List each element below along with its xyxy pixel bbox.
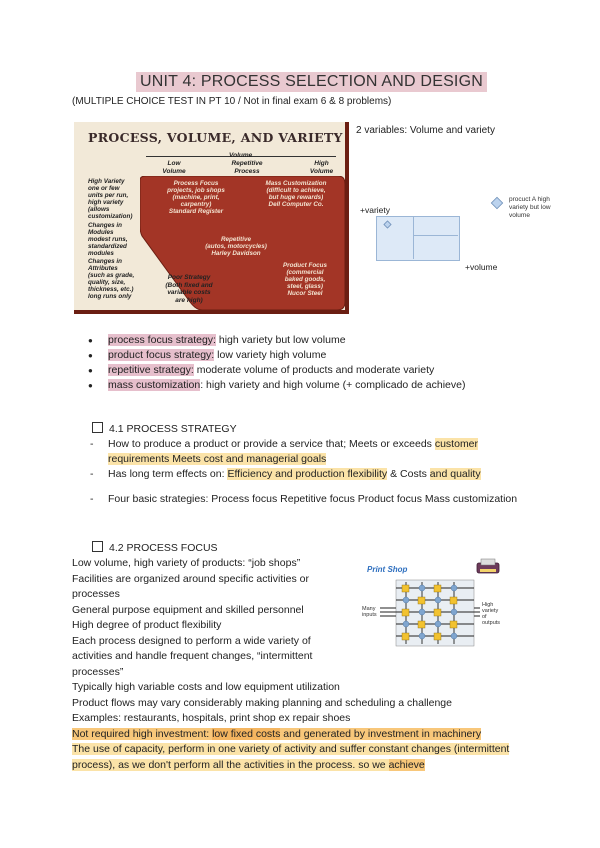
text-line [72, 727, 522, 743]
checkbox[interactable] [92, 422, 103, 433]
text-line: General purpose equipment and skilled personnel [72, 603, 304, 616]
repetitive-label: Repetitive (autos, motorcycles) Harley Davidson [205, 236, 267, 257]
product-focus-label: Product Focus (commercial baked goods, steel, glass) Nucor Steel [282, 262, 328, 297]
col-high-volume: High Volume [309, 160, 334, 175]
text: & Costs [387, 468, 430, 480]
variety-axis-label: +variety [360, 205, 390, 215]
text-line: Each process designed to perform a wide variety of activities and handle frequent changes, “intermittent processes” [72, 634, 313, 678]
outputs-label: High variety of outputs [482, 602, 501, 626]
strategy-term: process focus strategy: [108, 334, 216, 346]
strategy-list [88, 333, 465, 393]
subtitle: (MULTIPLE CHOICE TEST IN PT 10 / Not in final exam 6 & 8 problems) [72, 96, 392, 107]
list-item [88, 348, 465, 363]
pvv-figure [74, 122, 349, 314]
text-highlight: low fixed costs [212, 727, 281, 740]
strategy-term: repetitive strategy: [108, 364, 194, 376]
text-highlight: requirements [108, 453, 170, 465]
list-item [88, 363, 465, 378]
text-highlight: Efficiency and production flexibility [227, 468, 388, 480]
list-item [90, 467, 520, 482]
section-title: 4.2 PROCESS FOCUS [109, 542, 218, 554]
grid-vertical-line [413, 216, 414, 259]
checkbox[interactable] [92, 541, 103, 552]
print-shop-flow-diagram [380, 578, 480, 650]
row-attributes: Changes in Attributes (such as grade, quality, size, thickness, etc.) long runs only [88, 258, 135, 300]
variables-note: 2 variables: Volume and variety [356, 125, 495, 136]
list-item [88, 378, 465, 393]
text-line: Typically high variable costs and low equipment utilization [72, 681, 340, 693]
list-item [90, 492, 520, 507]
list-item [88, 333, 465, 348]
section-title: 4.1 PROCESS STRATEGY [109, 423, 237, 435]
text: Four basic strategies: Process focus Repetitive focus Product focus Mass customization [108, 493, 518, 505]
text-line: Facilities are organized around specific activities or processes [72, 572, 309, 600]
volume-label: Volume [229, 152, 253, 159]
section-4-2-heading [92, 541, 218, 554]
list-item [90, 437, 520, 467]
process-focus-label: Process Focus projects, job shops (machine, print, carpentry) Standard Register [167, 180, 225, 215]
text-highlight: and generated by investment in machinery [280, 727, 482, 740]
volume-axis-label: +volume [465, 262, 498, 272]
printer-icon [475, 557, 501, 577]
text-line: High degree of product flexibility [72, 619, 222, 631]
row-high-variety: High Variety one or few units per run, high variety (allows customization) [88, 178, 133, 220]
print-shop-title: Print Shop [367, 565, 408, 574]
text-line: Examples: restaurants, hospitals, print shop ex repair shoes [72, 712, 351, 724]
legend-diamond-icon [490, 196, 504, 210]
page-title: UNIT 4: PROCESS SELECTION AND DESIGN [136, 72, 487, 92]
text: How to produce a product or provide a service that; Meets or exceeds [108, 438, 435, 450]
text-line: Product flows may vary considerably making planning and scheduling a challenge [72, 696, 452, 709]
text-highlight: and quality [429, 468, 481, 480]
col-repetitive: Repetitive Process [231, 160, 263, 175]
grid-horizontal-line [413, 235, 458, 236]
mass-customization-label: Mass Customization (difficult to achieve, but huge rewards) Dell Computer Co. [265, 180, 327, 208]
col-low-volume: Low Volume [162, 160, 186, 175]
strategy-desc: low variety high volume [214, 349, 327, 361]
text-highlight: achieve [388, 758, 425, 771]
strategy-desc: high variety but low volume [215, 334, 346, 346]
text-line: Low volume, high variety of products: “job shops” [72, 557, 301, 569]
product-a-marker-icon [383, 220, 393, 230]
text-highlight: Meets cost and managerial goals [169, 453, 327, 465]
text-highlight: The use of capacity, perform in one variety of activity and suffer constant changes (intermittent process), as we don't perform all the activities in the process. so we [72, 743, 510, 771]
poor-strategy-label: Poor Strategy (Both fixed and variable costs are high) [165, 274, 213, 304]
pvv-title: PROCESS, VOLUME, AND VARIETY [88, 130, 343, 145]
text-highlight: Not required high investment: [72, 727, 213, 740]
strategy-desc: : high variety and high volume (+ complicado de achieve) [200, 379, 466, 391]
section-4-1-heading [92, 422, 237, 435]
text-line [72, 742, 517, 773]
text-highlight: customer [434, 438, 479, 450]
text: Has long term effects on: [108, 468, 228, 480]
row-modules: Changes in Modules modest runs, standardized modules [88, 222, 128, 257]
strategy-term: mass customization [108, 379, 201, 391]
process-strategy-list [90, 437, 520, 507]
many-inputs-label: Many inputs [362, 606, 377, 618]
legend-product-a: procuct A high variety but low volume [509, 196, 551, 219]
strategy-term: product focus strategy: [108, 349, 215, 361]
strategy-desc: moderate volume of products and moderate variety [193, 364, 435, 376]
